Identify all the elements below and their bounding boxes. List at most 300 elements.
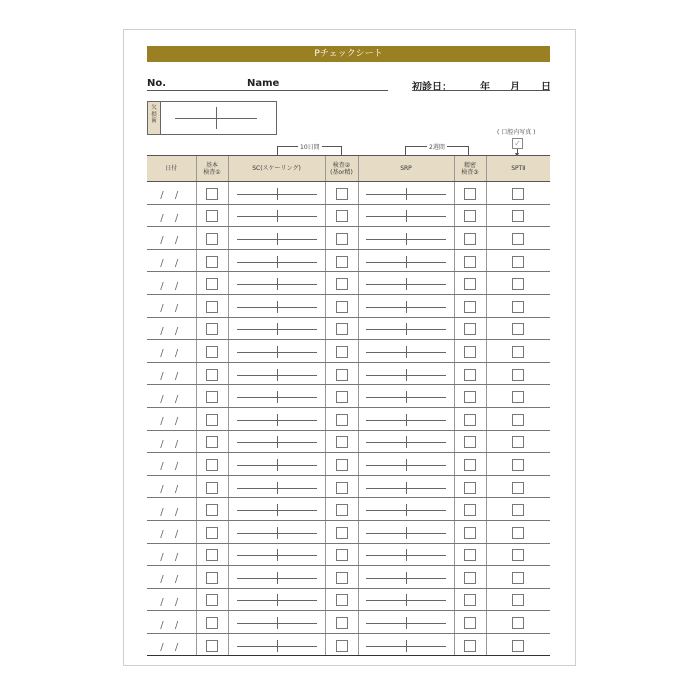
cell-basic-exam-1[interactable] — [196, 272, 228, 295]
cell-exam-2[interactable] — [325, 633, 358, 656]
cell-basic-exam-1[interactable] — [196, 611, 228, 634]
tooth-chart-line — [237, 210, 317, 222]
tooth-chart-line — [237, 594, 317, 606]
tooth-chart-line — [366, 256, 446, 268]
cell-spt2[interactable] — [486, 453, 550, 476]
two-weeks-annotation: 2週間 — [429, 144, 445, 151]
cell-spt2[interactable] — [486, 498, 550, 521]
checkbox[interactable] — [206, 617, 218, 629]
year-label: 年 — [480, 82, 490, 93]
cell-date[interactable] — [147, 611, 196, 634]
tooth-chart-line — [237, 369, 317, 381]
checkbox[interactable] — [206, 572, 218, 584]
cell-srp[interactable] — [358, 294, 454, 317]
tooth-chart-line — [237, 188, 317, 200]
tooth-chart-vertical — [216, 107, 217, 129]
date-placeholder: / / — [160, 438, 183, 450]
checkbox[interactable] — [336, 617, 348, 629]
cell-date[interactable] — [147, 498, 196, 521]
cell-precision-exam-3[interactable] — [454, 272, 486, 295]
cell-srp[interactable] — [358, 520, 454, 543]
checkbox[interactable] — [464, 278, 476, 290]
checkbox[interactable] — [206, 323, 218, 335]
missing-teeth-label: 欠 損 歯 — [148, 102, 161, 134]
intraoral-photo-annotation: ( 口腔内写真 ) — [497, 129, 536, 136]
cell-spt2[interactable] — [486, 362, 550, 385]
checkbox[interactable] — [512, 594, 524, 606]
cell-scaling[interactable] — [228, 588, 325, 611]
date-placeholder: / / — [160, 596, 183, 608]
checkbox[interactable] — [512, 617, 524, 629]
tooth-chart-line — [237, 414, 317, 426]
checkbox[interactable] — [464, 391, 476, 403]
checkbox[interactable] — [512, 640, 524, 652]
cell-srp[interactable] — [358, 453, 454, 476]
date-placeholder: / / — [160, 484, 183, 496]
cell-date[interactable] — [147, 385, 196, 408]
cell-precision-exam-3[interactable] — [454, 498, 486, 521]
checkbox[interactable] — [336, 233, 348, 245]
cell-exam-2[interactable] — [325, 566, 358, 589]
cell-exam-2[interactable] — [325, 317, 358, 340]
cell-exam-2[interactable] — [325, 362, 358, 385]
table-row — [147, 475, 550, 498]
cell-date[interactable] — [147, 340, 196, 363]
cell-srp[interactable] — [358, 407, 454, 430]
cell-date[interactable] — [147, 362, 196, 385]
checkbox[interactable] — [512, 188, 524, 200]
sample-checkbox: ✓ — [512, 138, 523, 149]
checkbox[interactable] — [336, 482, 348, 494]
cell-precision-exam-3[interactable] — [454, 566, 486, 589]
cell-scaling[interactable] — [228, 430, 325, 453]
cell-spt2[interactable] — [486, 272, 550, 295]
table-row — [147, 588, 550, 611]
cell-srp[interactable] — [358, 588, 454, 611]
cell-spt2[interactable] — [486, 407, 550, 430]
table-row — [147, 566, 550, 589]
cell-exam-2[interactable] — [325, 294, 358, 317]
checkbox[interactable] — [512, 278, 524, 290]
cell-spt2[interactable] — [486, 294, 550, 317]
checkbox[interactable] — [512, 504, 524, 516]
checkbox[interactable] — [336, 504, 348, 516]
cell-basic-exam-1[interactable] — [196, 317, 228, 340]
checkbox[interactable] — [464, 301, 476, 313]
cell-date[interactable] — [147, 566, 196, 589]
cell-exam-2[interactable] — [325, 453, 358, 476]
tooth-chart-line — [366, 301, 446, 313]
checkbox[interactable] — [336, 640, 348, 652]
checkbox[interactable] — [206, 504, 218, 516]
cell-precision-exam-3[interactable] — [454, 227, 486, 250]
cell-basic-exam-1[interactable] — [196, 498, 228, 521]
cell-date[interactable] — [147, 317, 196, 340]
cell-date[interactable] — [147, 430, 196, 453]
checkbox[interactable] — [336, 549, 348, 561]
cell-srp[interactable] — [358, 430, 454, 453]
cell-precision-exam-3[interactable] — [454, 543, 486, 566]
cell-scaling[interactable] — [228, 362, 325, 385]
date-placeholder: / / — [160, 212, 183, 224]
cell-basic-exam-1[interactable] — [196, 453, 228, 476]
checkbox[interactable] — [206, 301, 218, 313]
checkbox[interactable] — [336, 369, 348, 381]
cell-date[interactable] — [147, 272, 196, 295]
checkbox[interactable] — [336, 594, 348, 606]
cell-basic-exam-1[interactable] — [196, 520, 228, 543]
checkbox[interactable] — [464, 188, 476, 200]
date-underline[interactable] — [412, 90, 550, 91]
tooth-chart-line — [237, 256, 317, 268]
date-placeholder: / / — [160, 348, 183, 360]
table-row — [147, 385, 550, 408]
checkbox[interactable] — [464, 414, 476, 426]
checkbox[interactable] — [206, 278, 218, 290]
cell-spt2[interactable] — [486, 566, 550, 589]
checkbox[interactable] — [512, 391, 524, 403]
cell-basic-exam-1[interactable] — [196, 182, 228, 205]
cell-scaling[interactable] — [228, 385, 325, 408]
cell-spt2[interactable] — [486, 588, 550, 611]
cell-basic-exam-1[interactable] — [196, 294, 228, 317]
cell-exam-2[interactable] — [325, 227, 358, 250]
date-placeholder: / / — [160, 303, 183, 315]
name-underline[interactable] — [147, 90, 388, 91]
checkbox[interactable] — [206, 436, 218, 448]
cell-basic-exam-1[interactable] — [196, 543, 228, 566]
cell-spt2[interactable] — [486, 204, 550, 227]
tooth-chart-line — [366, 594, 446, 606]
cell-date[interactable] — [147, 543, 196, 566]
cell-date[interactable] — [147, 588, 196, 611]
checkbox[interactable] — [336, 572, 348, 584]
cell-basic-exam-1[interactable] — [196, 633, 228, 656]
tooth-chart-line — [366, 210, 446, 222]
checkbox[interactable] — [206, 640, 218, 652]
tooth-chart-line — [237, 459, 317, 471]
table-header-row — [147, 156, 550, 182]
cell-precision-exam-3[interactable] — [454, 588, 486, 611]
tooth-chart-line — [366, 504, 446, 516]
date-placeholder: / / — [160, 551, 183, 563]
cell-precision-exam-3[interactable] — [454, 317, 486, 340]
tooth-chart-line — [366, 414, 446, 426]
cell-spt2[interactable] — [486, 249, 550, 272]
cell-scaling[interactable] — [228, 633, 325, 656]
checkbox[interactable] — [512, 436, 524, 448]
table-row — [147, 611, 550, 634]
table-row — [147, 453, 550, 476]
table-row — [147, 182, 550, 205]
cell-precision-exam-3[interactable] — [454, 249, 486, 272]
cell-basic-exam-1[interactable] — [196, 385, 228, 408]
cell-precision-exam-3[interactable] — [454, 204, 486, 227]
missing-teeth-box[interactable] — [147, 101, 277, 135]
table-row — [147, 249, 550, 272]
cell-spt2[interactable] — [486, 543, 550, 566]
checkbox[interactable] — [512, 233, 524, 245]
checkbox[interactable] — [512, 414, 524, 426]
cell-exam-2[interactable] — [325, 249, 358, 272]
cell-srp[interactable] — [358, 566, 454, 589]
date-placeholder: / / — [160, 393, 183, 405]
cell-srp[interactable] — [358, 272, 454, 295]
cell-spt2[interactable] — [486, 520, 550, 543]
cell-basic-exam-1[interactable] — [196, 407, 228, 430]
checkbox[interactable] — [206, 391, 218, 403]
cell-spt2[interactable] — [486, 317, 550, 340]
cell-basic-exam-1[interactable] — [196, 227, 228, 250]
sheet-title: Pチェックシート — [147, 46, 550, 62]
checkbox[interactable] — [206, 459, 218, 471]
checkbox[interactable] — [206, 414, 218, 426]
cell-precision-exam-3[interactable] — [454, 430, 486, 453]
cell-srp[interactable] — [358, 475, 454, 498]
checkbox[interactable] — [512, 210, 524, 222]
checkbox[interactable] — [512, 527, 524, 539]
name-label: Name — [247, 78, 280, 89]
checkbox[interactable] — [336, 346, 348, 358]
cell-srp[interactable] — [358, 498, 454, 521]
checkbox[interactable] — [464, 617, 476, 629]
checkbox[interactable] — [206, 369, 218, 381]
cell-exam-2[interactable] — [325, 498, 358, 521]
cell-date[interactable] — [147, 520, 196, 543]
date-placeholder: / / — [160, 190, 183, 202]
date-placeholder: / / — [160, 506, 183, 518]
checkbox[interactable] — [464, 210, 476, 222]
cell-date[interactable] — [147, 182, 196, 205]
cell-exam-2[interactable] — [325, 475, 358, 498]
checkbox[interactable] — [512, 369, 524, 381]
cell-spt2[interactable] — [486, 475, 550, 498]
tooth-chart-line — [366, 278, 446, 290]
checkbox[interactable] — [336, 278, 348, 290]
cell-exam-2[interactable] — [325, 385, 358, 408]
cell-date[interactable] — [147, 475, 196, 498]
cell-srp[interactable] — [358, 227, 454, 250]
checkbox[interactable] — [464, 504, 476, 516]
tooth-chart-line — [237, 278, 317, 290]
checkbox[interactable] — [512, 256, 524, 268]
column-header-precision-exam-3: 精密 検査③ — [454, 156, 486, 182]
cell-precision-exam-3[interactable] — [454, 340, 486, 363]
checkbox[interactable] — [464, 323, 476, 335]
cell-exam-2[interactable] — [325, 520, 358, 543]
table-row — [147, 294, 550, 317]
checkbox[interactable] — [336, 391, 348, 403]
cell-scaling[interactable] — [228, 272, 325, 295]
cell-basic-exam-1[interactable] — [196, 430, 228, 453]
checkbox[interactable] — [336, 323, 348, 335]
cell-exam-2[interactable] — [325, 588, 358, 611]
table-row — [147, 430, 550, 453]
cell-srp[interactable] — [358, 611, 454, 634]
cell-basic-exam-1[interactable] — [196, 362, 228, 385]
cell-spt2[interactable] — [486, 633, 550, 656]
cell-scaling[interactable] — [228, 182, 325, 205]
cell-date[interactable] — [147, 227, 196, 250]
checklist-table — [147, 155, 550, 656]
cell-scaling[interactable] — [228, 294, 325, 317]
cell-spt2[interactable] — [486, 385, 550, 408]
cell-basic-exam-1[interactable] — [196, 340, 228, 363]
cell-date[interactable] — [147, 294, 196, 317]
tooth-chart-line — [366, 436, 446, 448]
cell-basic-exam-1[interactable] — [196, 249, 228, 272]
cell-srp[interactable] — [358, 340, 454, 363]
cell-basic-exam-1[interactable] — [196, 475, 228, 498]
cell-date[interactable] — [147, 204, 196, 227]
cell-srp[interactable] — [358, 182, 454, 205]
cell-srp[interactable] — [358, 633, 454, 656]
checkbox[interactable] — [464, 459, 476, 471]
checkbox[interactable] — [512, 572, 524, 584]
checkbox[interactable] — [336, 301, 348, 313]
cell-precision-exam-3[interactable] — [454, 294, 486, 317]
cell-srp[interactable] — [358, 249, 454, 272]
tooth-chart-line — [237, 617, 317, 629]
cell-basic-exam-1[interactable] — [196, 588, 228, 611]
cell-precision-exam-3[interactable] — [454, 385, 486, 408]
cell-spt2[interactable] — [486, 227, 550, 250]
cell-scaling[interactable] — [228, 407, 325, 430]
checkbox[interactable] — [464, 369, 476, 381]
checkbox[interactable] — [336, 188, 348, 200]
checkbox[interactable] — [464, 436, 476, 448]
cell-date[interactable] — [147, 453, 196, 476]
checkbox[interactable] — [206, 527, 218, 539]
cell-exam-2[interactable] — [325, 430, 358, 453]
cell-srp[interactable] — [358, 204, 454, 227]
checkbox[interactable] — [336, 459, 348, 471]
cell-scaling[interactable] — [228, 475, 325, 498]
checkbox[interactable] — [464, 482, 476, 494]
checkbox[interactable] — [336, 414, 348, 426]
checkbox[interactable] — [512, 549, 524, 561]
checkbox[interactable] — [512, 482, 524, 494]
checkbox[interactable] — [464, 572, 476, 584]
cell-scaling[interactable] — [228, 543, 325, 566]
cell-basic-exam-1[interactable] — [196, 204, 228, 227]
cell-exam-2[interactable] — [325, 611, 358, 634]
cell-scaling[interactable] — [228, 611, 325, 634]
tooth-chart-line — [366, 640, 446, 652]
cell-exam-2[interactable] — [325, 204, 358, 227]
cell-exam-2[interactable] — [325, 407, 358, 430]
cell-spt2[interactable] — [486, 611, 550, 634]
cell-date[interactable] — [147, 633, 196, 656]
checkbox[interactable] — [336, 436, 348, 448]
cell-srp[interactable] — [358, 317, 454, 340]
cell-precision-exam-3[interactable] — [454, 520, 486, 543]
cell-precision-exam-3[interactable] — [454, 611, 486, 634]
first-visit-label: 初診日： — [412, 82, 452, 93]
cell-scaling[interactable] — [228, 520, 325, 543]
checkbox[interactable] — [206, 233, 218, 245]
cell-precision-exam-3[interactable] — [454, 633, 486, 656]
table-body — [147, 182, 550, 656]
checkbox[interactable] — [512, 346, 524, 358]
column-header-exam-2: 検査② (基or精) — [325, 156, 358, 182]
checkbox[interactable] — [464, 233, 476, 245]
date-placeholder: / / — [160, 416, 183, 428]
cell-precision-exam-3[interactable] — [454, 182, 486, 205]
cell-exam-2[interactable] — [325, 543, 358, 566]
cell-scaling[interactable] — [228, 317, 325, 340]
checkbox[interactable] — [206, 256, 218, 268]
tooth-chart-line — [366, 527, 446, 539]
cell-scaling[interactable] — [228, 340, 325, 363]
tooth-chart-line — [366, 323, 446, 335]
cell-spt2[interactable] — [486, 182, 550, 205]
cell-exam-2[interactable] — [325, 182, 358, 205]
tooth-chart-line — [366, 482, 446, 494]
cell-date[interactable] — [147, 249, 196, 272]
tooth-chart-line — [237, 346, 317, 358]
checkbox[interactable] — [206, 594, 218, 606]
cell-scaling[interactable] — [228, 453, 325, 476]
cell-scaling[interactable] — [228, 498, 325, 521]
checkbox[interactable] — [206, 210, 218, 222]
cell-scaling[interactable] — [228, 566, 325, 589]
cell-exam-2[interactable] — [325, 272, 358, 295]
tooth-chart-line — [237, 301, 317, 313]
cell-precision-exam-3[interactable] — [454, 475, 486, 498]
cell-precision-exam-3[interactable] — [454, 362, 486, 385]
checkbox[interactable] — [512, 301, 524, 313]
checkbox[interactable] — [206, 482, 218, 494]
checkbox[interactable] — [464, 640, 476, 652]
cell-scaling[interactable] — [228, 204, 325, 227]
checkbox[interactable] — [464, 527, 476, 539]
date-placeholder: / / — [160, 574, 183, 586]
checkbox[interactable] — [464, 346, 476, 358]
tooth-chart-line — [237, 549, 317, 561]
checkbox[interactable] — [464, 594, 476, 606]
checkbox[interactable] — [464, 256, 476, 268]
cell-scaling[interactable] — [228, 249, 325, 272]
cell-precision-exam-3[interactable] — [454, 453, 486, 476]
checkbox[interactable] — [336, 527, 348, 539]
tooth-chart-line — [366, 617, 446, 629]
cell-srp[interactable] — [358, 543, 454, 566]
cell-scaling[interactable] — [228, 227, 325, 250]
checkbox[interactable] — [206, 346, 218, 358]
table-row — [147, 340, 550, 363]
checkbox[interactable] — [464, 549, 476, 561]
checkbox[interactable] — [512, 323, 524, 335]
checkbox[interactable] — [336, 210, 348, 222]
cell-spt2[interactable] — [486, 430, 550, 453]
checkbox[interactable] — [206, 549, 218, 561]
tooth-chart-line — [237, 233, 317, 245]
checkbox[interactable] — [206, 188, 218, 200]
tooth-chart-line — [237, 527, 317, 539]
cell-srp[interactable] — [358, 385, 454, 408]
cell-precision-exam-3[interactable] — [454, 407, 486, 430]
tooth-chart-line — [366, 369, 446, 381]
checkbox[interactable] — [336, 256, 348, 268]
cell-date[interactable] — [147, 407, 196, 430]
cell-exam-2[interactable] — [325, 340, 358, 363]
cell-spt2[interactable] — [486, 340, 550, 363]
table-row — [147, 227, 550, 250]
cell-basic-exam-1[interactable] — [196, 566, 228, 589]
cell-srp[interactable] — [358, 362, 454, 385]
checkbox[interactable] — [512, 459, 524, 471]
